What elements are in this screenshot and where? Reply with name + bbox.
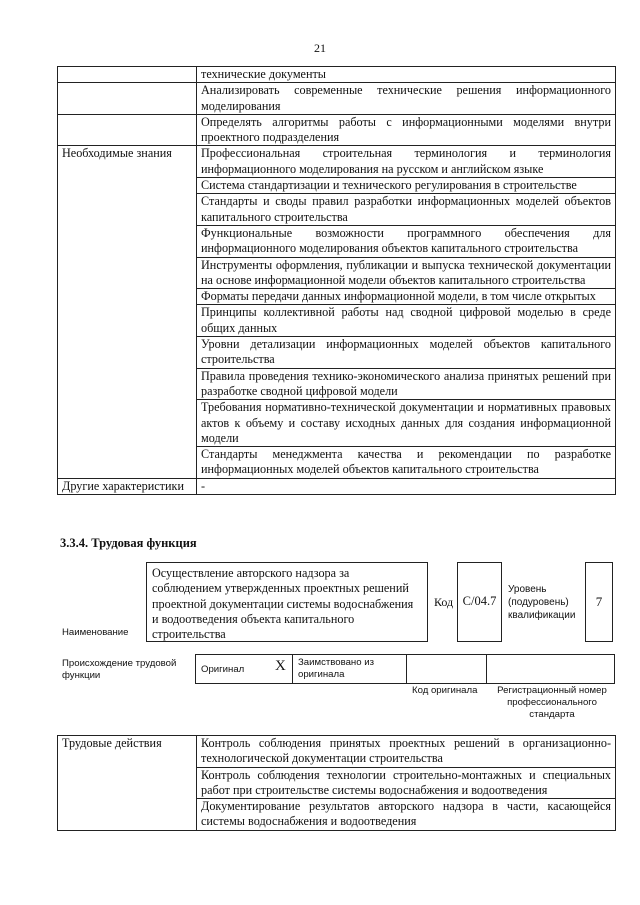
label-cell bbox=[58, 67, 197, 83]
level-label: Уровень (подуровень) квалификации bbox=[508, 584, 576, 621]
label-cell bbox=[58, 83, 197, 115]
other-characteristics-label: Другие характеристики bbox=[58, 478, 197, 494]
code-label: Код bbox=[434, 595, 454, 609]
code-value: С/04.7 bbox=[462, 594, 497, 609]
borrowed-label: Заимствовано из оригинала bbox=[298, 657, 374, 680]
table-cell: Анализировать современные технические решения информационного моделирования bbox=[197, 83, 616, 115]
reg-number-caption: Регистрационный номер профессионального стандарта bbox=[497, 685, 607, 720]
table-cell: Профессиональная строительная терминология и терминология информационного моделирования на русском и английском языке bbox=[197, 146, 616, 178]
level-box bbox=[585, 562, 613, 642]
section-title: 3.3.4. Трудовая функция bbox=[60, 536, 197, 550]
table-row bbox=[58, 67, 616, 83]
origin-box bbox=[195, 654, 615, 684]
requirements-table bbox=[57, 66, 616, 495]
table-cell: Определять алгоритмы работы с информационными моделями внутри проектного подразделения bbox=[197, 114, 616, 146]
table-cell: Инструменты оформления, публикации и выпуска технической документации на основе информационной модели объектов капитального строительства bbox=[197, 257, 616, 289]
table-cell: технические документы bbox=[197, 67, 616, 83]
other-characteristics-value: - bbox=[197, 478, 616, 494]
table-cell: Уровни детализации информационных моделей объектов капитального строительства bbox=[197, 337, 616, 369]
origin-label: Происхождение трудовой функции bbox=[62, 658, 177, 681]
level-value: 7 bbox=[595, 594, 603, 610]
code-original-caption: Код оригинала bbox=[412, 685, 478, 696]
label-cell bbox=[58, 114, 197, 146]
table-cell: Контроль соблюдения технологии строительно-монтажных и специальных работ при строительстве системы водоснабжения и водоотведения bbox=[197, 767, 616, 799]
labor-actions-table bbox=[57, 735, 616, 831]
function-name: Осуществление авторского надзора за соблюдением утвержденных проектных решений проектной документации системы водоснабжения и водоотведения объекта капитального строительства bbox=[152, 566, 414, 642]
knowledge-label: Необходимые знания bbox=[58, 146, 197, 478]
table-row bbox=[58, 114, 616, 146]
table-cell: Правила проведения технико-экономического анализа принятых решений при разработке сводной цифровой модели bbox=[197, 368, 616, 400]
table-cell: Документирование результатов авторского надзора в части, касающейся системы водоснабжения и водоотведения bbox=[197, 799, 616, 831]
labor-actions-label: Трудовые действия bbox=[58, 736, 197, 831]
origin-divider bbox=[406, 654, 407, 684]
origin-divider bbox=[486, 654, 487, 684]
table-cell: Принципы коллективной работы над сводной цифровой моделью в среде общих данных bbox=[197, 305, 616, 337]
table-row bbox=[58, 478, 616, 494]
table-row bbox=[58, 146, 616, 178]
table-cell: Система стандартизации и технического регулирования в строительстве bbox=[197, 178, 616, 194]
table-row bbox=[58, 83, 616, 115]
name-label: Наименование bbox=[62, 627, 129, 638]
table-cell: Требования нормативно-технической документации и нормативных правовых актов к объему и составу исходных данных для создания информационной модели bbox=[197, 400, 616, 447]
page-number: 21 bbox=[314, 41, 326, 55]
table-row bbox=[58, 736, 616, 768]
table-cell: Форматы передачи данных информационной модели, в том числе открытых bbox=[197, 289, 616, 305]
table-cell: Стандарты менеджмента качества и рекомендации по разработке информационных моделей объектов капитального строительства bbox=[197, 447, 616, 479]
table-cell: Функциональные возможности программного обеспечения для информационного моделирования объектов капитального строительства bbox=[197, 225, 616, 257]
original-label: Оригинал bbox=[201, 664, 245, 675]
table-cell: Стандарты и своды правил разработки информационных моделей объектов капитального строительства bbox=[197, 194, 616, 226]
original-mark: X bbox=[275, 658, 286, 674]
table-cell: Контроль соблюдения принятых проектных решений в организационно-технологической документации строительства bbox=[197, 736, 616, 768]
code-box bbox=[457, 562, 502, 642]
function-name-box bbox=[146, 562, 428, 642]
origin-divider bbox=[292, 654, 293, 684]
